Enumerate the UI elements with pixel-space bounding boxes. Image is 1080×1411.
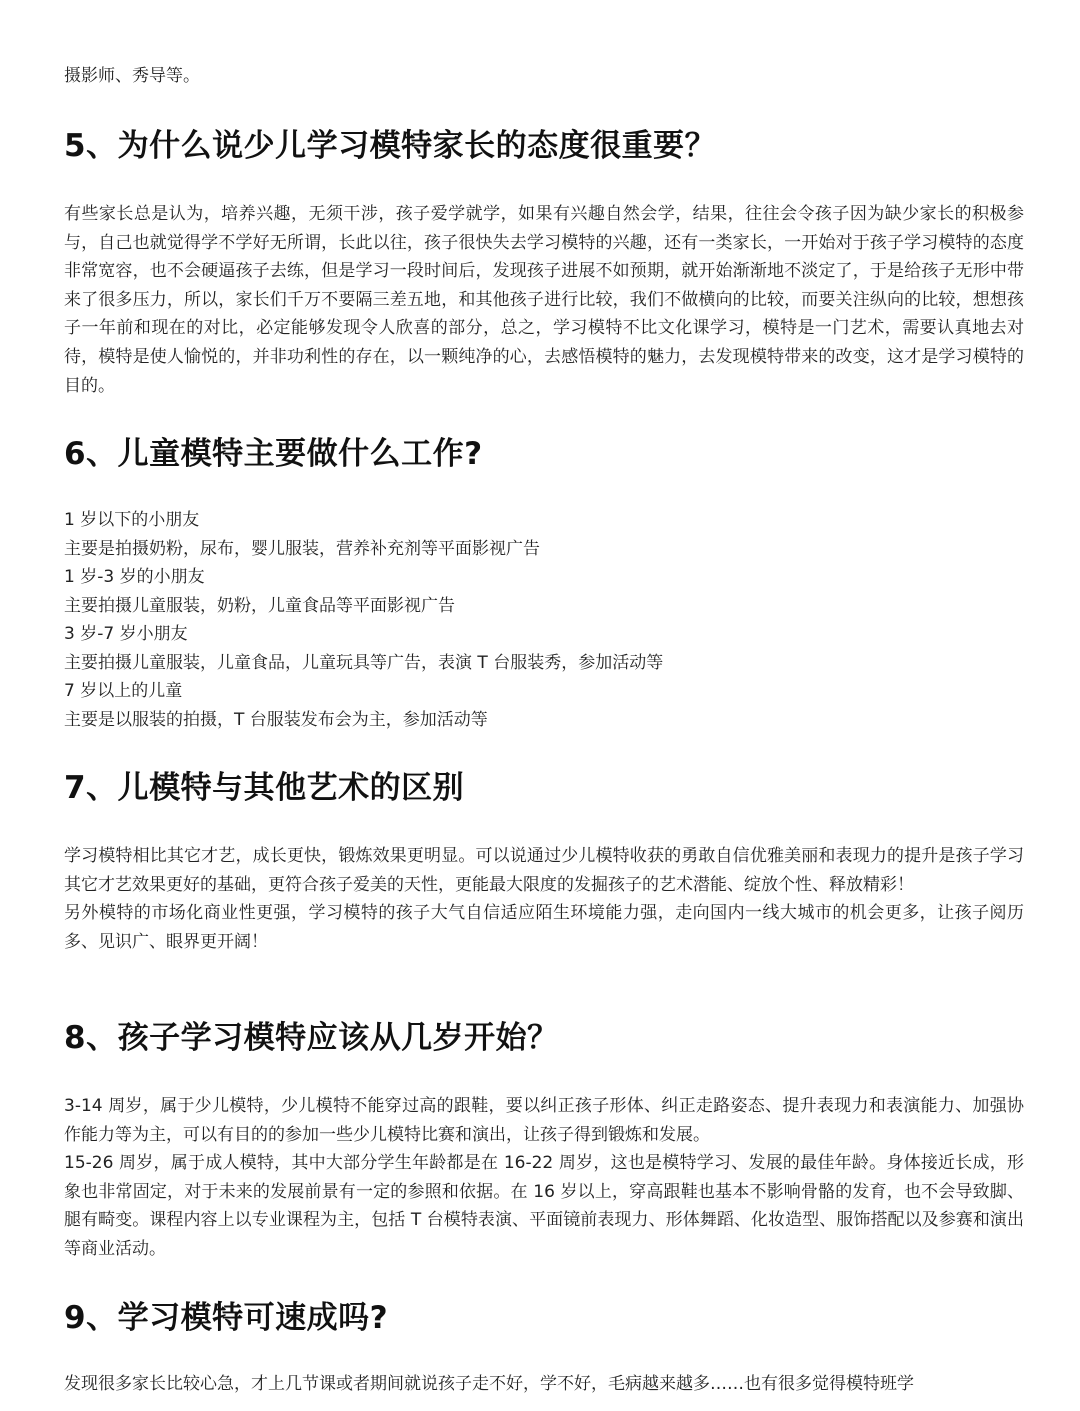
- intro-tail-text: 摄影师、秀导等。: [64, 66, 200, 86]
- section-6-heading: 6、儿童模特主要做什么工作?: [64, 436, 483, 472]
- section-7-body: [64, 842, 1024, 956]
- list-item: 主要是以服装的拍摄，T 台服装发布会为主，参加活动等: [64, 709, 488, 730]
- list-item: 主要拍摄儿童服装，儿童食品，儿童玩具等广告，表演 T 台服装秀，参加活动等: [64, 652, 664, 673]
- section-9-heading: 9、学习模特可速成吗?: [64, 1300, 389, 1336]
- section-8-heading: 8、孩子学习模特应该从几岁开始？: [64, 1020, 559, 1056]
- list-item: 主要拍摄儿童服装，奶粉，儿童食品等平面影视广告: [64, 595, 455, 616]
- section-8-paragraph-2: 15-26 周岁，属于成人模特，其中大部分学生年龄都是在 16-22 周岁，这也是模特学习、发展的最佳年龄。身体接近长成，形象也非常固定，对于未来的发展前景有一定的参照和依据。在 16 岁以上，穿高跟鞋也基本不影响骨骼的发育，也不会导致脚、腿有畸变。课程内容上以专业课程为主，包括 T 台模特表演、平面镜前表现力、形体舞蹈、化妆造型、服饰搭配以及参赛和演出等商业活动。: [64, 1153, 1024, 1259]
- section-7-paragraph-1: 学习模特相比其它才艺，成长更快，锻炼效果更明显。可以说通过少儿模特收获的勇敢自信优雅美丽和表现力的提升是孩子学习其它才艺效果更好的基础，更符合孩子爱美的天性，更能最大限度的发掘孩子的艺术潜能、绽放个性、释放精彩！: [64, 846, 1024, 895]
- list-item: 3 岁-7 岁小朋友: [64, 624, 188, 644]
- list-item: 1 岁以下的小朋友: [64, 510, 200, 530]
- section-6-list: [64, 506, 1024, 734]
- section-5-paragraph: 有些家长总是认为，培养兴趣，无须干涉，孩子爱学就学，如果有兴趣自然会学，结果，往往会令孩子因为缺少家长的积极参与，自己也就觉得学不学好无所谓，长此以往，孩子很快失去学习模特的兴趣，还有一类家长，一开始对于孩子学习模特的态度非常宽容，也不会硬逼孩子去练，但是学习一段时间后，发现孩子进展不如预期，就开始渐渐地不淡定了，于是给孩子无形中带来了很多压力，所以，家长们千万不要隔三差五地，和其他孩子进行比较，我们不做横向的比较，而要关注纵向的比较，想想孩子一年前和现在的对比，必定能够发现令人欣喜的部分，总之，学习模特不比文化课学习，模特是一门艺术，需要认真地去对待，模特是使人愉悦的，并非功利性的存在，以一颗纯净的心，去感悟模特的魅力，去发现模特带来的改变，这才是学习模特的目的。: [64, 204, 1024, 396]
- section-8-paragraph-1: 3-14 周岁，属于少儿模特，少儿模特不能穿过高的跟鞋，要以纠正孩子形体、纠正走路姿态、提升表现力和表演能力、加强协作能力等为主，可以有目的的参加一些少儿模特比赛和演出，让孩子得到锻炼和发展。: [64, 1096, 1024, 1145]
- section-7-paragraph-2: 另外模特的市场化商业性更强，学习模特的孩子大气自信适应陌生环境能力强，走向国内一线大城市的机会更多，让孩子阅历多、见识广、眼界更开阔！: [64, 903, 1024, 952]
- section-8-body: [64, 1092, 1024, 1264]
- list-item: 1 岁-3 岁的小朋友: [64, 567, 205, 587]
- section-9-paragraph: 发现很多家长比较心急，才上几节课或者期间就说孩子走不好，学不好，毛病越来越多……也有很多觉得模特班学: [64, 1374, 914, 1394]
- list-item: 主要是拍摄奶粉，尿布，婴儿服装，营养补充剂等平面影视广告: [64, 538, 540, 559]
- list-item: 7 岁以上的儿童: [64, 681, 183, 701]
- section-5-heading: 5、为什么说少儿学习模特家长的态度很重要？: [64, 128, 717, 164]
- section-7-heading: 7、儿模特与其他艺术的区别: [64, 770, 465, 806]
